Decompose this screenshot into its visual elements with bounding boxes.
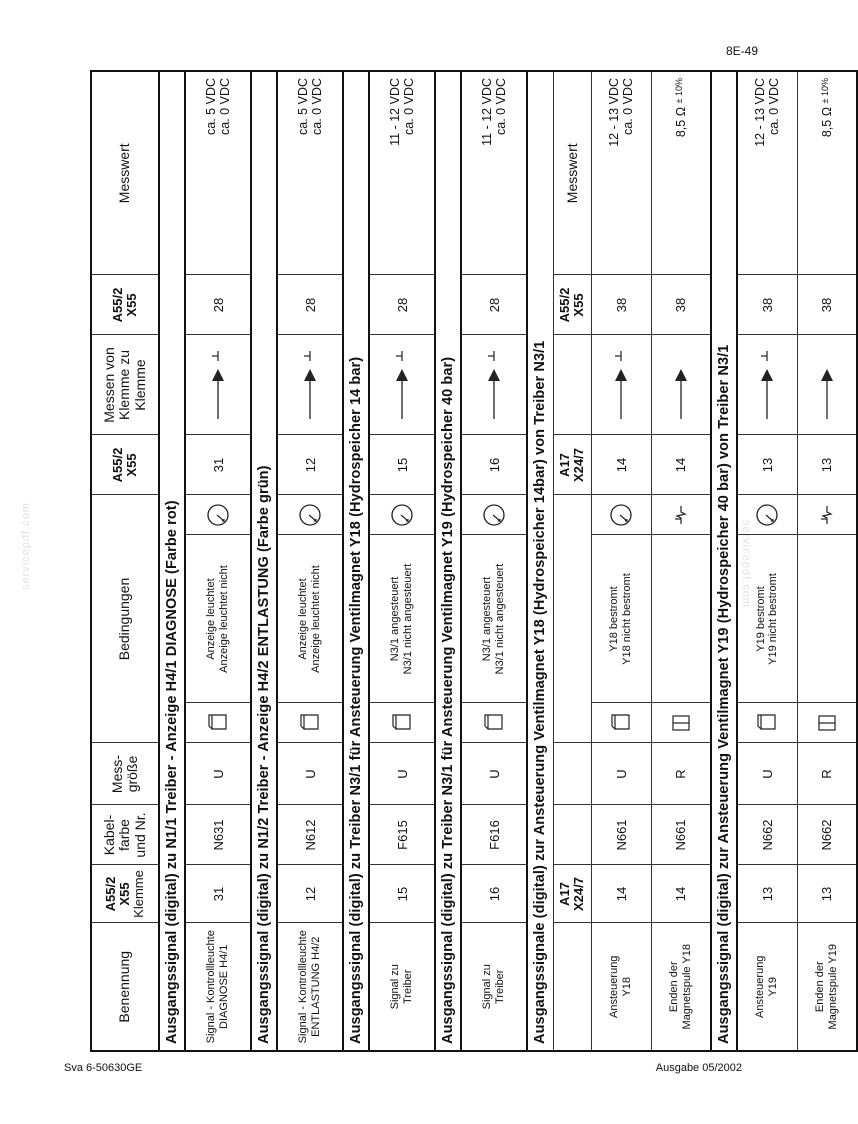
arrow-to-ground-icon (208, 345, 228, 425)
cell-from: 13 (737, 435, 797, 495)
document-reference: Sva 6-50630GE (64, 1062, 143, 1074)
key-switch-icon (480, 501, 508, 529)
header-messen: Messen von Klemme zu Klemme (91, 335, 159, 435)
cell-to: 38 (591, 275, 651, 335)
cell-icon-right (461, 495, 527, 535)
cell-klemme: 13 (737, 865, 797, 923)
arrow-to-ground-icon (300, 345, 320, 425)
cell-name: Enden der Magnetspule Y18 (651, 923, 711, 1051)
table-row (277, 71, 343, 1051)
cell-icon-right (797, 495, 857, 535)
key-switch-icon (204, 501, 232, 529)
section-header: Ausgangssignal (digital) zu N1/2 Treiber - Anzeige H4/2 ENTLASTUNG (Farbe grün) (251, 71, 277, 1051)
cell-klemme: 14 (591, 865, 651, 923)
cell-kabel: N662 (797, 805, 857, 865)
cell-arrow (277, 335, 343, 435)
section-header: Ausgangssignal (digital) zu Treiber N3/1 für Ansteuerung Ventilmagnet Y18 (Hydrospeicher 14 bar) (343, 71, 369, 1051)
cell-to: 38 (797, 275, 857, 335)
cell-from: 16 (461, 435, 527, 495)
cell-messwert: 8,5 Ω $^{\pm 10\%}$ (797, 71, 857, 275)
key-switch-icon (753, 501, 781, 529)
sub-blank (553, 923, 591, 1051)
table-row (737, 71, 797, 1051)
cell-icon-left (277, 703, 343, 743)
header-row (91, 71, 159, 1051)
section-header: Ausgangssignal (digital) zu Treiber N3/1 für Ansteuerung Ventilmagnet Y19 (Hydrospeicher 40 bar) (435, 71, 461, 1051)
sub-messwert: Messwert (553, 71, 591, 275)
header-a55-b: A55/2 X55 (91, 275, 159, 335)
table-row (651, 71, 711, 1051)
table-row (797, 71, 857, 1051)
cell-mess: U (737, 743, 797, 805)
battery-off-icon (482, 712, 506, 734)
cell-messwert: ca. 5 VDC ca. 0 VDC (185, 71, 251, 275)
cell-icon-right (369, 495, 435, 535)
cell-arrow (369, 335, 435, 435)
sub-a55: A55/2 X55 (553, 275, 591, 335)
cell-klemme: 14 (651, 865, 711, 923)
cell-name: Signal - Kontrollleuchte ENTLASTUNG H4/2 (277, 923, 343, 1051)
sub-header-row (553, 71, 591, 1051)
table-row (461, 71, 527, 1051)
cell-from: 14 (651, 435, 711, 495)
cell-to: 28 (369, 275, 435, 335)
header-mess: Mess- größe (91, 743, 159, 805)
arrow-icon (671, 345, 691, 425)
cell-from: 14 (591, 435, 651, 495)
cell-kabel: N661 (651, 805, 711, 865)
header-kabel: Kabel- farbe und Nr. (91, 805, 159, 865)
cell-arrow (797, 335, 857, 435)
section-header: Ausgangssignale (digital) zur Ansteuerung Ventilmagnet Y18 (Hydrospeicher 14bar) von Treiber N3/1 (527, 71, 553, 1051)
cell-mess: U (369, 743, 435, 805)
section-header: Ausgangssignal (digital) zu N1/1 Treiber - Anzeige H4/1 DIAGNOSE (Farbe rot) (159, 71, 185, 1051)
watermark-left: servicepdf.com (20, 502, 32, 590)
cell-arrow (591, 335, 651, 435)
cell-kabel: F616 (461, 805, 527, 865)
meter-icon (669, 712, 693, 734)
cell-icon-left (461, 703, 527, 743)
battery-off-icon (609, 712, 633, 734)
cell-icon-left (369, 703, 435, 743)
cell-conditions: N3/1 angesteuert N3/1 nicht angesteuert (461, 535, 527, 703)
battery-off-icon (755, 712, 779, 734)
cell-klemme: 13 (797, 865, 857, 923)
cell-klemme: 12 (277, 865, 343, 923)
header-klemme: A55/2 X55 Klemme (91, 865, 159, 923)
cell-icon-left (651, 703, 711, 743)
cell-name: Ansteuerung Y18 (591, 923, 651, 1051)
cell-kabel: F615 (369, 805, 435, 865)
header-messwert: Messwert (91, 71, 159, 275)
cell-name: Signal - Kontrollleuchte DIAGNOSE H4/1 (185, 923, 251, 1051)
cell-name: Ansteuerung Y19 (737, 923, 797, 1051)
arrow-icon (817, 345, 837, 425)
sub-a17: A17 X24/7 (553, 865, 591, 923)
arrow-to-ground-icon (757, 345, 777, 425)
cell-kabel: N631 (185, 805, 251, 865)
sub-blank (553, 805, 591, 865)
measurement-table (90, 70, 858, 1052)
header-benennung: Benennung (91, 923, 159, 1051)
cell-messwert: 12 - 13 VDC ca. 0 VDC (591, 71, 651, 275)
coil-icon (815, 503, 839, 527)
cell-icon-left (185, 703, 251, 743)
sub-blank (553, 335, 591, 435)
cell-kabel: N662 (737, 805, 797, 865)
cell-mess: R (797, 743, 857, 805)
cell-icon-left (591, 703, 651, 743)
issue-date: Ausgabe 05/2002 (655, 1062, 742, 1074)
coil-icon (669, 503, 693, 527)
cell-from: 12 (277, 435, 343, 495)
table-row (369, 71, 435, 1051)
cell-to: 28 (185, 275, 251, 335)
sub-blank (553, 743, 591, 805)
cell-klemme: 16 (461, 865, 527, 923)
cell-icon-right (737, 495, 797, 535)
cell-from: 15 (369, 435, 435, 495)
header-a55: A55/2 X55 (91, 435, 159, 495)
cell-mess: U (277, 743, 343, 805)
table-row (185, 71, 251, 1051)
battery-off-icon (298, 712, 322, 734)
cell-to: 28 (461, 275, 527, 335)
cell-icon-left (737, 703, 797, 743)
battery-off-icon (206, 712, 230, 734)
cell-mess: U (461, 743, 527, 805)
cell-mess: U (591, 743, 651, 805)
key-switch-icon (607, 501, 635, 529)
cell-mess: U (185, 743, 251, 805)
cell-conditions (797, 535, 857, 703)
cell-from: 31 (185, 435, 251, 495)
cell-mess: R (651, 743, 711, 805)
cell-to: 38 (737, 275, 797, 335)
cell-conditions: Anzeige leuchtet Anzeige leuchtet nicht (185, 535, 251, 703)
cell-name: Signal zu Treiber (369, 923, 435, 1051)
sub-a17-b: A17 X24/7 (553, 435, 591, 495)
cell-messwert: ca. 5 VDC ca. 0 VDC (277, 71, 343, 275)
cell-conditions: N3/1 angesteuert N3/1 nicht angesteuert (369, 535, 435, 703)
cell-arrow (461, 335, 527, 435)
arrow-to-ground-icon (484, 345, 504, 425)
rotated-table-container (90, 72, 839, 1052)
cell-kabel: N612 (277, 805, 343, 865)
cell-name: Enden der Magnetspule Y19 (797, 923, 857, 1051)
cell-messwert: 11 - 12 VDC ca. 0 VDC (369, 71, 435, 275)
cell-conditions (651, 535, 711, 703)
cell-to: 28 (277, 275, 343, 335)
cell-klemme: 31 (185, 865, 251, 923)
key-switch-icon (296, 501, 324, 529)
battery-off-icon (390, 712, 414, 734)
cell-icon-right (277, 495, 343, 535)
sub-blank (553, 495, 591, 743)
cell-conditions: Y18 bestromt Y18 nicht bestromt (591, 535, 651, 703)
header-bedingungen: Bedingungen (91, 495, 159, 743)
cell-to: 38 (651, 275, 711, 335)
cell-icon-left (797, 703, 857, 743)
cell-conditions: Y19 bestromt Y19 nicht bestromt (737, 535, 797, 703)
cell-kabel: N661 (591, 805, 651, 865)
watermark-right: servicepdf.com (740, 520, 752, 608)
cell-messwert: 11 - 12 VDC ca. 0 VDC (461, 71, 527, 275)
arrow-to-ground-icon (392, 345, 412, 425)
cell-arrow (185, 335, 251, 435)
section-header: Ausgangssignal (digital) zur Ansteuerung Ventilmagnet Y19 (Hydrospeicher 40 bar) von Treiber N3/1 (711, 71, 737, 1051)
cell-arrow (651, 335, 711, 435)
cell-conditions: Anzeige leuchtet Anzeige leuchtet nicht (277, 535, 343, 703)
cell-icon-right (651, 495, 711, 535)
cell-arrow (737, 335, 797, 435)
table-row (591, 71, 651, 1051)
cell-klemme: 15 (369, 865, 435, 923)
cell-messwert: 12 - 13 VDC ca. 0 VDC (737, 71, 797, 275)
meter-icon (815, 712, 839, 734)
cell-messwert: 8,5 Ω $^{\pm 10\%}$ (651, 71, 711, 275)
cell-name: Signal zu Treiber (461, 923, 527, 1051)
cell-icon-right (185, 495, 251, 535)
cell-from: 13 (797, 435, 857, 495)
arrow-to-ground-icon (611, 345, 631, 425)
cell-icon-right (591, 495, 651, 535)
key-switch-icon (388, 501, 416, 529)
page-number: 8E-49 (725, 44, 758, 58)
